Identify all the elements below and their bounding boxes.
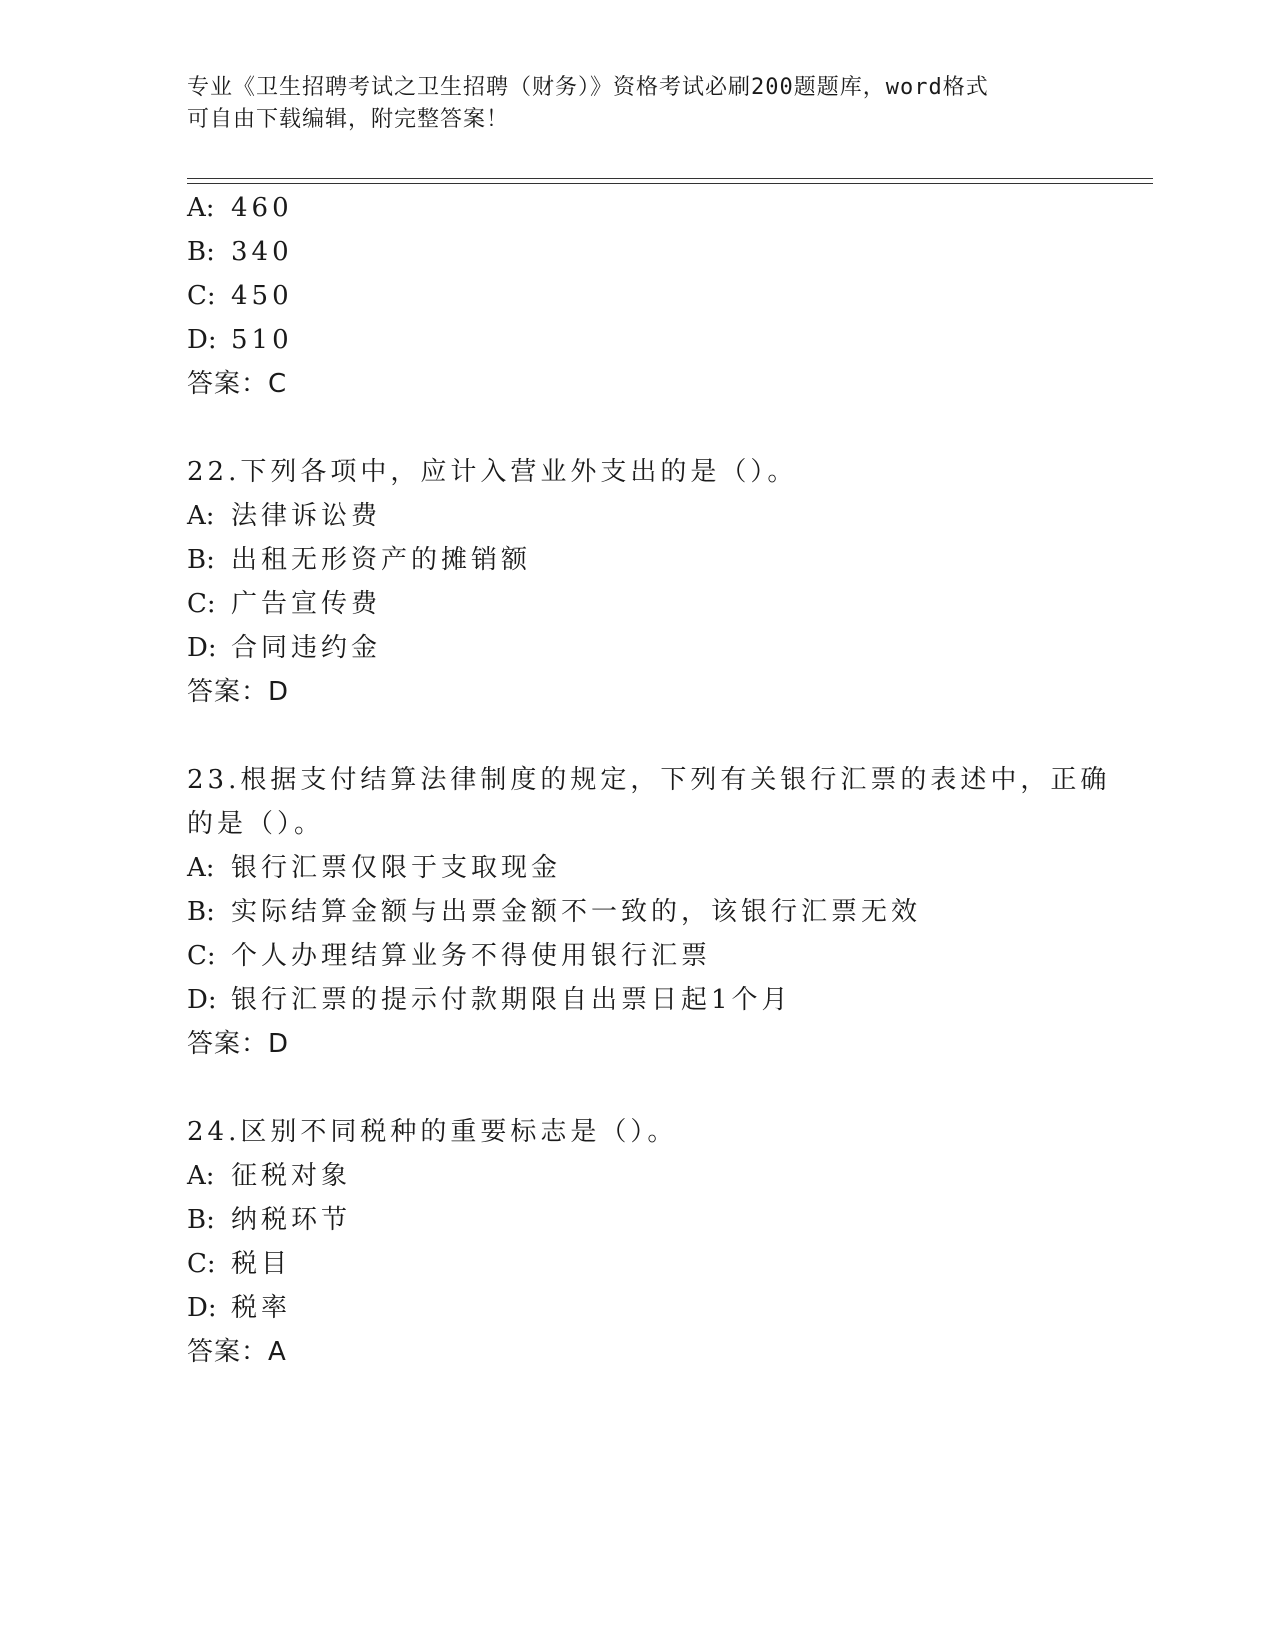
option-text: 实际结算金额与出票金额不一致的，该银行汇票无效	[231, 897, 922, 927]
option-letter: B:	[187, 897, 215, 927]
option-letter: B:	[187, 1205, 215, 1235]
option-text: 银行汇票仅限于支取现金	[231, 853, 562, 883]
option-letter: C:	[187, 941, 216, 971]
q21-option-d	[187, 322, 293, 358]
q23-stem-line-1: 23.根据支付结算法律制度的规定，下列有关银行汇票的表述中，正确	[187, 765, 1111, 795]
document-header	[187, 72, 1067, 136]
q22-stem: 22.下列各项中，应计入营业外支出的是（）。	[187, 457, 798, 487]
q23-answer: 答案：D	[187, 1029, 290, 1059]
q21-option-a	[187, 190, 293, 226]
header-line-1: 专业《卫生招聘考试之卫生招聘（财务）》资格考试必刷200题题库，word格式	[187, 75, 989, 100]
q23-option-b	[187, 894, 921, 930]
option-letter: C:	[187, 1249, 216, 1279]
q24-option-d	[187, 1290, 291, 1326]
option-text: 个人办理结算业务不得使用银行汇票	[231, 941, 712, 971]
q24-option-a	[187, 1158, 351, 1194]
option-letter: B:	[187, 237, 215, 267]
q21-answer: 答案：C	[187, 369, 288, 399]
option-letter: D:	[187, 633, 217, 663]
q22-answer: 答案：D	[187, 677, 290, 707]
header-rule-bottom	[187, 183, 1153, 184]
option-text: 460	[231, 193, 293, 223]
q23-stem-line-2: 的是（）。	[187, 809, 325, 839]
option-letter: D:	[187, 1293, 217, 1323]
option-text: 出租无形资产的摊销额	[231, 545, 532, 575]
option-letter: C:	[187, 281, 216, 311]
header-line-2: 可自由下载编辑，附完整答案！	[187, 107, 510, 132]
q24-stem: 24.区别不同税种的重要标志是（）。	[187, 1117, 678, 1147]
option-text: 征税对象	[231, 1161, 352, 1191]
q22-option-c	[187, 586, 381, 622]
option-text: 450	[231, 281, 293, 311]
option-text: 税率	[231, 1293, 292, 1323]
header-rule-top	[187, 178, 1153, 179]
q22-option-a	[187, 498, 381, 534]
option-letter: B:	[187, 545, 215, 575]
q22-option-b	[187, 542, 531, 578]
option-letter: A:	[187, 501, 215, 531]
option-letter: A:	[187, 853, 215, 883]
q24-answer: 答案：A	[187, 1337, 287, 1367]
option-letter: A:	[187, 1161, 215, 1191]
option-text: 广告宣传费	[231, 589, 382, 619]
option-letter: D:	[187, 325, 217, 355]
q23-option-d	[187, 982, 792, 1018]
option-text: 合同违约金	[231, 633, 382, 663]
option-text: 510	[231, 325, 293, 355]
q21-option-b	[187, 234, 293, 270]
q22-option-d	[187, 630, 381, 666]
option-text: 税目	[231, 1249, 292, 1279]
option-text: 340	[231, 237, 293, 267]
option-letter: A:	[187, 193, 215, 223]
option-text: 银行汇票的提示付款期限自出票日起1个月	[231, 985, 792, 1015]
option-text: 纳税环节	[231, 1205, 352, 1235]
option-letter: C:	[187, 589, 216, 619]
q23-option-c	[187, 938, 711, 974]
q24-option-c	[187, 1246, 291, 1282]
option-text: 法律诉讼费	[231, 501, 382, 531]
option-letter: D:	[187, 985, 217, 1015]
q23-option-a	[187, 850, 561, 886]
q24-option-b	[187, 1202, 351, 1238]
q21-option-c	[187, 278, 293, 314]
